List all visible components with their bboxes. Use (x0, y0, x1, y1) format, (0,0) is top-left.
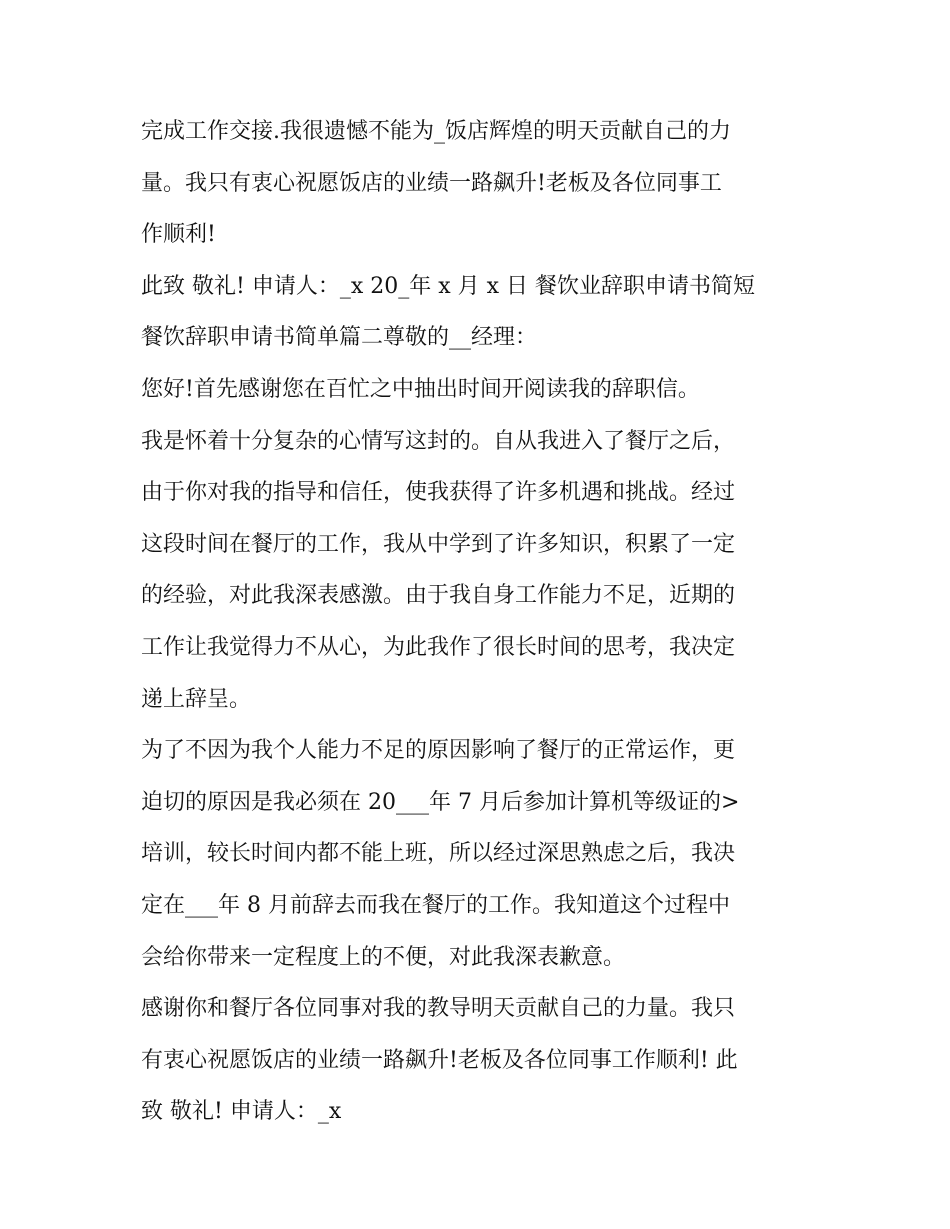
text-line: 您好!首先感谢您在百忙之中抽出时间开阅读我的辞职信。 (141, 376, 700, 402)
text-line: 的经验，对此我深表感激。由于我自身工作能力不足，近期的 (141, 583, 736, 609)
text-line: 工作让我觉得力不从心，为此我作了很长时间的思考，我决定 (141, 634, 736, 660)
text-line: 会给你带来一定程度上的不便，对此我深表歉意。 (141, 944, 626, 970)
text-line: 量。我只有衷心祝愿饭店的业绩一路飙升!老板及各位同事工 (141, 170, 722, 196)
text-line: 餐饮辞职申请书简单篇二尊敬的__经理： (141, 325, 538, 351)
letter-body (141, 106, 813, 1138)
text-line: 这段时间在餐厅的工作，我从中学到了许多知识，积累了一定 (141, 531, 736, 557)
text-line: 有衷心祝愿饭店的业绩一路飙升!老板及各位同事工作顺利! 此 (141, 1047, 738, 1073)
text-line: 由于你对我的指导和信任，使我获得了许多机遇和挑战。经过 (141, 480, 736, 506)
text-line: 递上辞呈。 (141, 686, 252, 712)
text-line: 定在___年 8 月前辞去而我在餐厅的工作。我知道这个过程中 (141, 892, 730, 918)
text-line: 作顺利! (141, 222, 216, 248)
text-line: 我是怀着十分复杂的心情写这封的。自从我进入了餐厅之后， (141, 428, 736, 454)
text-line: 完成工作交接.我很遗憾不能为_饭店辉煌的明天贡献自己的力 (141, 119, 731, 144)
text-line: 致 敬礼! 申请人：_x (141, 1099, 342, 1125)
text-line: 为了不因为我个人能力不足的原因影响了餐厅的正常运作，更 (141, 738, 736, 764)
text-line: 迫切的原因是我必须在 20___年 7 月后参加计算机等级证的> (141, 789, 740, 815)
text-line: 此致 敬礼! 申请人：_x 20_年 x 月 x 日 餐饮业辞职申请书简短 (141, 273, 756, 299)
text-line: 培训，较长时间内都不能上班，所以经过深思熟虑之后，我决 (141, 841, 736, 867)
text-line: 感谢你和餐厅各位同事对我的教导明天贡献自己的力量。我只 (141, 996, 736, 1022)
